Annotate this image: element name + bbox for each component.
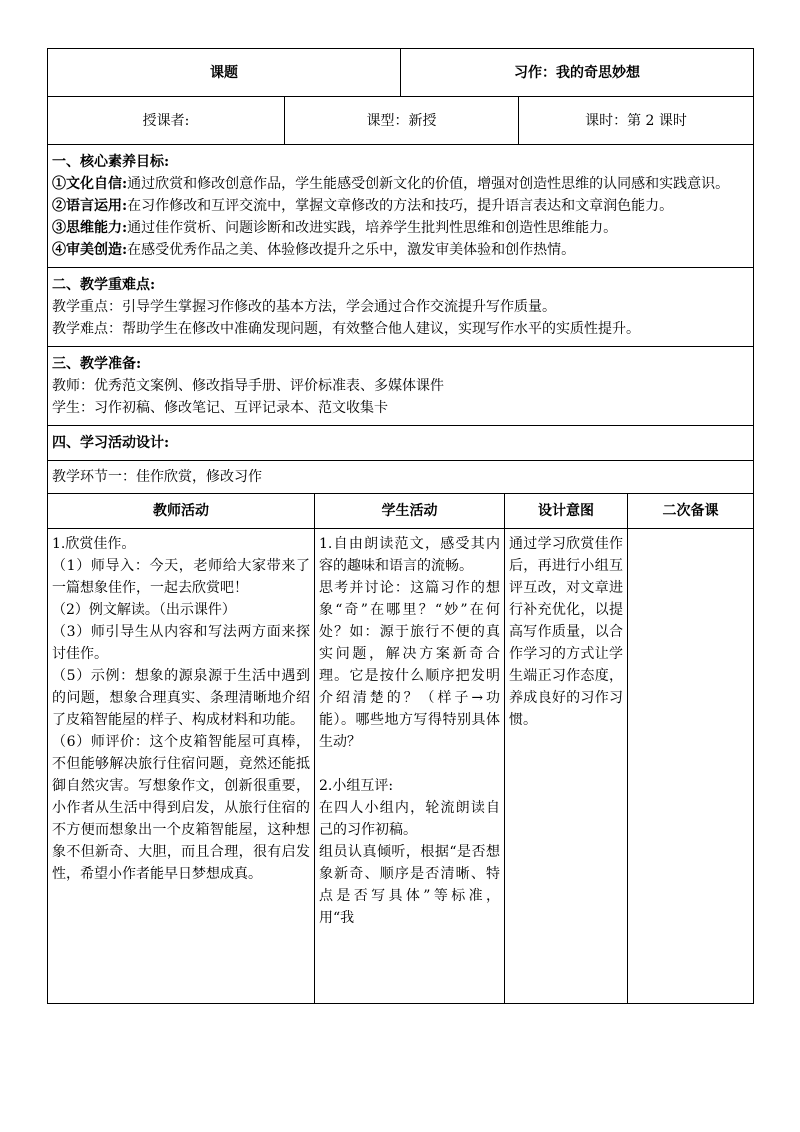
col-second-prep: 二次备课: [628, 494, 754, 529]
student-para: 思考并讨论：这篇习作的想象“奇”在哪里？“妙”在何处？如：源于旅行不便的真实问题，解决方案新奇合理。它是按什么顺序把发明介绍清楚的？（样子→功能）。哪些地方写得特别具体生动？: [319, 580, 500, 750]
activities-table: [47, 493, 754, 1004]
focus-text: 教学重点：引导学生掌握习作修改的基本方法，学会通过合作交流提升写作质量。: [52, 299, 556, 315]
stage-label: 教学环节一：佳作欣赏，修改习作: [48, 461, 754, 494]
design-intent-cell: [505, 529, 628, 1004]
lesson-hours: 课时：第 2 课时: [519, 97, 754, 145]
activity-body-row: [48, 529, 754, 1004]
lesson-plan-table: [47, 48, 754, 494]
activities-title-row: [48, 426, 754, 461]
col-teacher-activity: 教师活动: [48, 494, 315, 529]
preparation-row: [48, 347, 754, 426]
teacher-para: （1）师导入：今天，老师给大家带来了一篇想象佳作，一起去欣赏吧！: [52, 558, 310, 596]
topic-label: 课题: [48, 49, 401, 97]
design-intent-text: 通过学习欣赏佳作后，再进行小组互评互改，对文章进行补充优化，以提高写作质量，以合作学习的方式让学生端正习作态度，养成良好的习作习惯。: [509, 536, 623, 728]
key-points-section: [48, 268, 754, 347]
key-points-title: 二、教学重难点:: [52, 277, 156, 293]
teacher-para: （6）师评价：这个皮箱智能屋可真棒，不但能够解决旅行住宿问题，竟然还能抵御自然灾害。写想象作文，创新很重要，小作者从生活中得到启发，从旅行住宿的不方便而想象出一个皮箱智能屋，这种想象不但新奇、大胆，而且合理，很有启发性，希望小作者能早日梦想成真。: [52, 734, 310, 882]
activities-title: 四、学习活动设计:: [48, 426, 754, 461]
preparation-title: 三、教学准备:: [52, 356, 142, 372]
goals-section: [48, 145, 754, 268]
second-prep-cell: [628, 529, 754, 1004]
col-design-intent: 设计意图: [505, 494, 628, 529]
teacher-activity-cell: [48, 529, 315, 1004]
student-para: 1.自由朗读范文，感受其内容的趣味和语言的流畅。: [319, 536, 500, 574]
difficulty-text: 教学难点：帮助学生在修改中准确发现问题，有效整合他人建议，实现写作水平的实质性提升。: [52, 321, 640, 337]
col-student-activity: 学生活动: [315, 494, 505, 529]
topic-row: [48, 49, 754, 97]
goal-item: ②语言运用:在习作修改和互评交流中，掌握文章修改的方法和技巧，提升语言表达和文章润色能力。: [52, 198, 674, 214]
goal-item: ③思维能力:通过佳作赏析、问题诊断和改进实践，培养学生批判性思维和创造性思维能力。: [52, 220, 618, 236]
preparation-section: [48, 347, 754, 426]
lesson-plan-page: [47, 48, 753, 1004]
teacher-para: 1.欣赏佳作。: [52, 536, 136, 552]
column-header-row: [48, 494, 754, 529]
teacher-para: （2）例文解读。（出示课件）: [52, 602, 236, 618]
key-points-row: [48, 268, 754, 347]
lesson-type: 课型：新授: [285, 97, 519, 145]
stage-row: [48, 461, 754, 494]
student-para: 组员认真倾听，根据“是否想象新奇、顺序是否清晰、特点是否写具体”等标准，用“我: [319, 844, 500, 926]
goals-title: 一、核心素养目标:: [52, 154, 170, 170]
student-para: 在四人小组内，轮流朗读自己的习作初稿。: [319, 800, 500, 838]
student-para: 2.小组互评:: [319, 778, 394, 794]
teacher-label: 授课者:: [48, 97, 285, 145]
topic-value: 习作：我的奇思妙想: [401, 49, 754, 97]
teacher-para: （5）示例：想象的源泉源于生活中遇到的问题，想象合理真实、条理清晰地介绍了皮箱智能屋的样子、构成材料和功能。: [52, 668, 310, 728]
info-row: [48, 97, 754, 145]
student-activity-cell: [315, 529, 505, 1004]
teacher-para: （3）师引导生从内容和写法两方面来探讨佳作。: [52, 624, 310, 662]
teacher-prep: 教师：优秀范文案例、修改指导手册、评价标准表、多媒体课件: [52, 378, 444, 394]
goal-item: ①文化自信:通过欣赏和修改创意作品，学生能感受创新文化的价值，增强对创造性思维的认同感和实践意识。: [52, 176, 730, 192]
student-prep: 学生：习作初稿、修改笔记、互评记录本、范文收集卡: [52, 400, 388, 416]
goal-item: ④审美创造:在感受优秀作品之美、体验修改提升之乐中，激发审美体验和创作热情。: [52, 242, 576, 258]
goals-row: [48, 145, 754, 268]
